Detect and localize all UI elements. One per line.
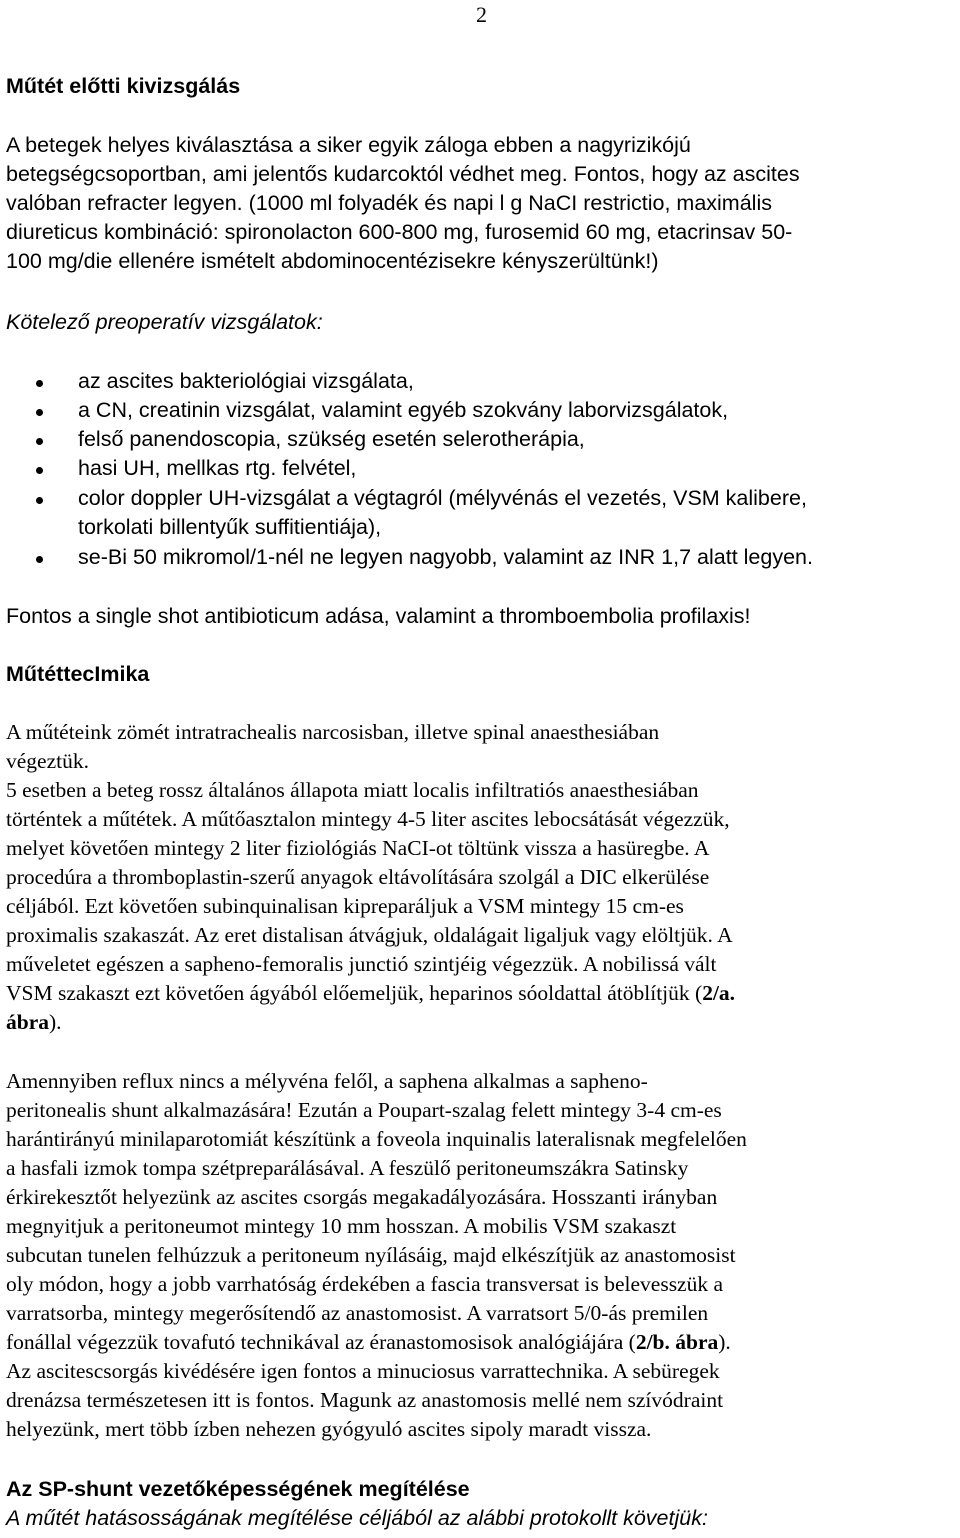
bullet-icon bbox=[36, 380, 43, 387]
section-title-sp-shunt: Az SP-shunt vezetőképességének megítélése bbox=[6, 1477, 470, 1501]
paragraph-line bbox=[6, 1008, 62, 1037]
subtitle-protocol: A műtét hatásosságának megítélése céljából az alábbi protokollt követjük: bbox=[6, 1506, 708, 1530]
paragraph-line: helyezünk, mert több ízben nehezen gyógyuló ascites sipoly maradt vissza. bbox=[6, 1417, 652, 1441]
paragraph-line: 5 esetben a beteg rossz általános állapota miatt localis infiltratiós anaesthesiában bbox=[6, 778, 699, 802]
paragraph-line: Amennyiben reflux nincs a mélyvéna felől, a saphena alkalmas a sapheno- bbox=[6, 1069, 648, 1093]
paragraph-line: a hasfali izmok tompa szétpreparálásával. A feszülő peritoneumszákra Satinsky bbox=[6, 1156, 689, 1180]
paragraph-line: céljából. Ezt követően subinquinalisan kipreparáljuk a VSM mintegy 15 cm-es bbox=[6, 894, 684, 918]
paragraph-line: Az ascitescsorgás kivédésére igen fontos a minuciosus varrattechnika. A sebüregek bbox=[6, 1359, 720, 1383]
paragraph-line bbox=[6, 979, 735, 1008]
paragraph-line: megnyitjuk a peritoneumot mintegy 10 mm hosszan. A mobilis VSM szakaszt bbox=[6, 1214, 677, 1238]
bullet-icon bbox=[36, 438, 43, 445]
list-item-continuation: torkolati billentyűk suffitientiája), bbox=[78, 515, 382, 539]
paragraph-line: diureticus kombináció: spironolacton 600-800 mg, furosemid 60 mg, etacrinsav 50- bbox=[6, 220, 793, 244]
paragraph-line: 100 mg/die ellenére ismételt abdominocentézisekre kényszerültünk!) bbox=[6, 249, 659, 273]
list-item: hasi UH, mellkas rtg. felvétel, bbox=[78, 456, 357, 480]
paragraph-line: valóban refracter legyen. (1000 ml folyadék és napi l g NaCI restrictio, maximális bbox=[6, 191, 772, 215]
subtitle-required-tests: Kötelező preoperatív vizsgálatok: bbox=[6, 310, 323, 334]
figure-ref-2a-word: ábra bbox=[6, 1010, 49, 1034]
paragraph-line: A betegek helyes kiválasztása a siker egyik záloga ebben a nagyrizikójú bbox=[6, 133, 691, 157]
paragraph-line: történtek a műtétek. A műtőasztalon mintegy 4-5 liter ascites lebocsátását végezzük, bbox=[6, 807, 730, 831]
figure-ref-2b: 2/b. ábra bbox=[635, 1330, 719, 1354]
paragraph-line: procedúra a thromboplastin-szerű anyagok eltávolítására szolgál a DIC elkerülése bbox=[6, 865, 710, 889]
paragraph-line: betegségcsoportban, ami jelentős kudarcoktól védhet meg. Fontos, hogy az ascites bbox=[6, 162, 800, 186]
paragraph-line: műveletet egészen a sapheno-femoralis junctió szintjéig végezzük. A nobilissá vált bbox=[6, 952, 717, 976]
list-item: color doppler UH-vizsgálat a végtagról (mélyvénás el vezetés, VSM kalibere, bbox=[78, 486, 807, 510]
bullet-icon bbox=[36, 467, 43, 474]
paragraph-line: érkirekesztőt helyezünk az ascites csorgás megakadályozására. Hosszanti irányban bbox=[6, 1185, 718, 1209]
figure-ref-close: ). bbox=[49, 1010, 62, 1034]
page-number: 2 bbox=[476, 2, 487, 27]
paragraph-line: proximalis szakaszát. Az eret distalisan átvágjuk, oldalágait ligaljuk vagy elöltjük. A bbox=[6, 923, 733, 947]
paragraph-line: varratsorba, mintegy megerősítendő az anastomosist. A varratsort 5/0-ás premilen bbox=[6, 1301, 709, 1325]
bullet-icon bbox=[36, 409, 43, 416]
paragraph-line: drenázsa természetesen itt is fontos. Magunk az anastomosis mellé nem szívódraint bbox=[6, 1388, 724, 1412]
bullet-icon bbox=[36, 556, 43, 563]
paragraph-line: harántirányú minilaparotomiát készítünk a foveola inquinalis lateralisnak megfelelően bbox=[6, 1127, 747, 1151]
list-item: se-Bi 50 mikromol/1-nél ne legyen nagyobb, valamint az INR 1,7 alatt legyen. bbox=[78, 545, 813, 569]
list-item: az ascites bakteriológiai vizsgálata, bbox=[78, 369, 414, 393]
paragraph-line-text: fonállal végezzük tovafutó technikával az éranastomosisok analógiájára ( bbox=[6, 1330, 636, 1354]
paragraph-line: melyet követően mintegy 2 liter fiziológiás NaCI-ot töltünk vissza a hasüregbe. A bbox=[6, 836, 710, 860]
list-item: felső panendoscopia, szükség esetén selerotherápia, bbox=[78, 427, 585, 451]
figure-ref-2a: 2/a. bbox=[702, 981, 736, 1005]
paragraph-line: peritonealis shunt alkalmazására! Ezután a Poupart-szalag felett mintegy 3-4 cm-es bbox=[6, 1098, 722, 1122]
paragraph-line bbox=[6, 1328, 731, 1357]
list-item: a CN, creatinin vizsgálat, valamint egyéb szokvány laborvizsgálatok, bbox=[78, 398, 729, 422]
paragraph-line: A műtéteink zömét intratrachealis narcosisban, illetve spinal anaesthesiában bbox=[6, 720, 660, 744]
paragraph-line: oly módon, hogy a jobb varrhatóság érdekében a fascia transversat is belevesszük a bbox=[6, 1272, 724, 1296]
paragraph-line-text: VSM szakaszt ezt követően ágyából előemeljük, heparinos sóoldattal átöblítjük ( bbox=[6, 981, 703, 1005]
section-title-technique: MűtéttecImika bbox=[6, 662, 150, 686]
paragraph-line: subcutan tunelen felhúzzuk a peritoneum nyílásáig, majd elkészítjük az anastomosist bbox=[6, 1243, 736, 1267]
paragraph-line: végeztük. bbox=[6, 749, 89, 773]
bullet-icon bbox=[36, 497, 43, 504]
closing-note: Fontos a single shot antibioticum adása, valamint a thromboembolia profilaxis! bbox=[6, 604, 751, 628]
section-title-preop: Műtét előtti kivizsgálás bbox=[6, 74, 241, 98]
figure-ref-close: ). bbox=[718, 1330, 731, 1354]
